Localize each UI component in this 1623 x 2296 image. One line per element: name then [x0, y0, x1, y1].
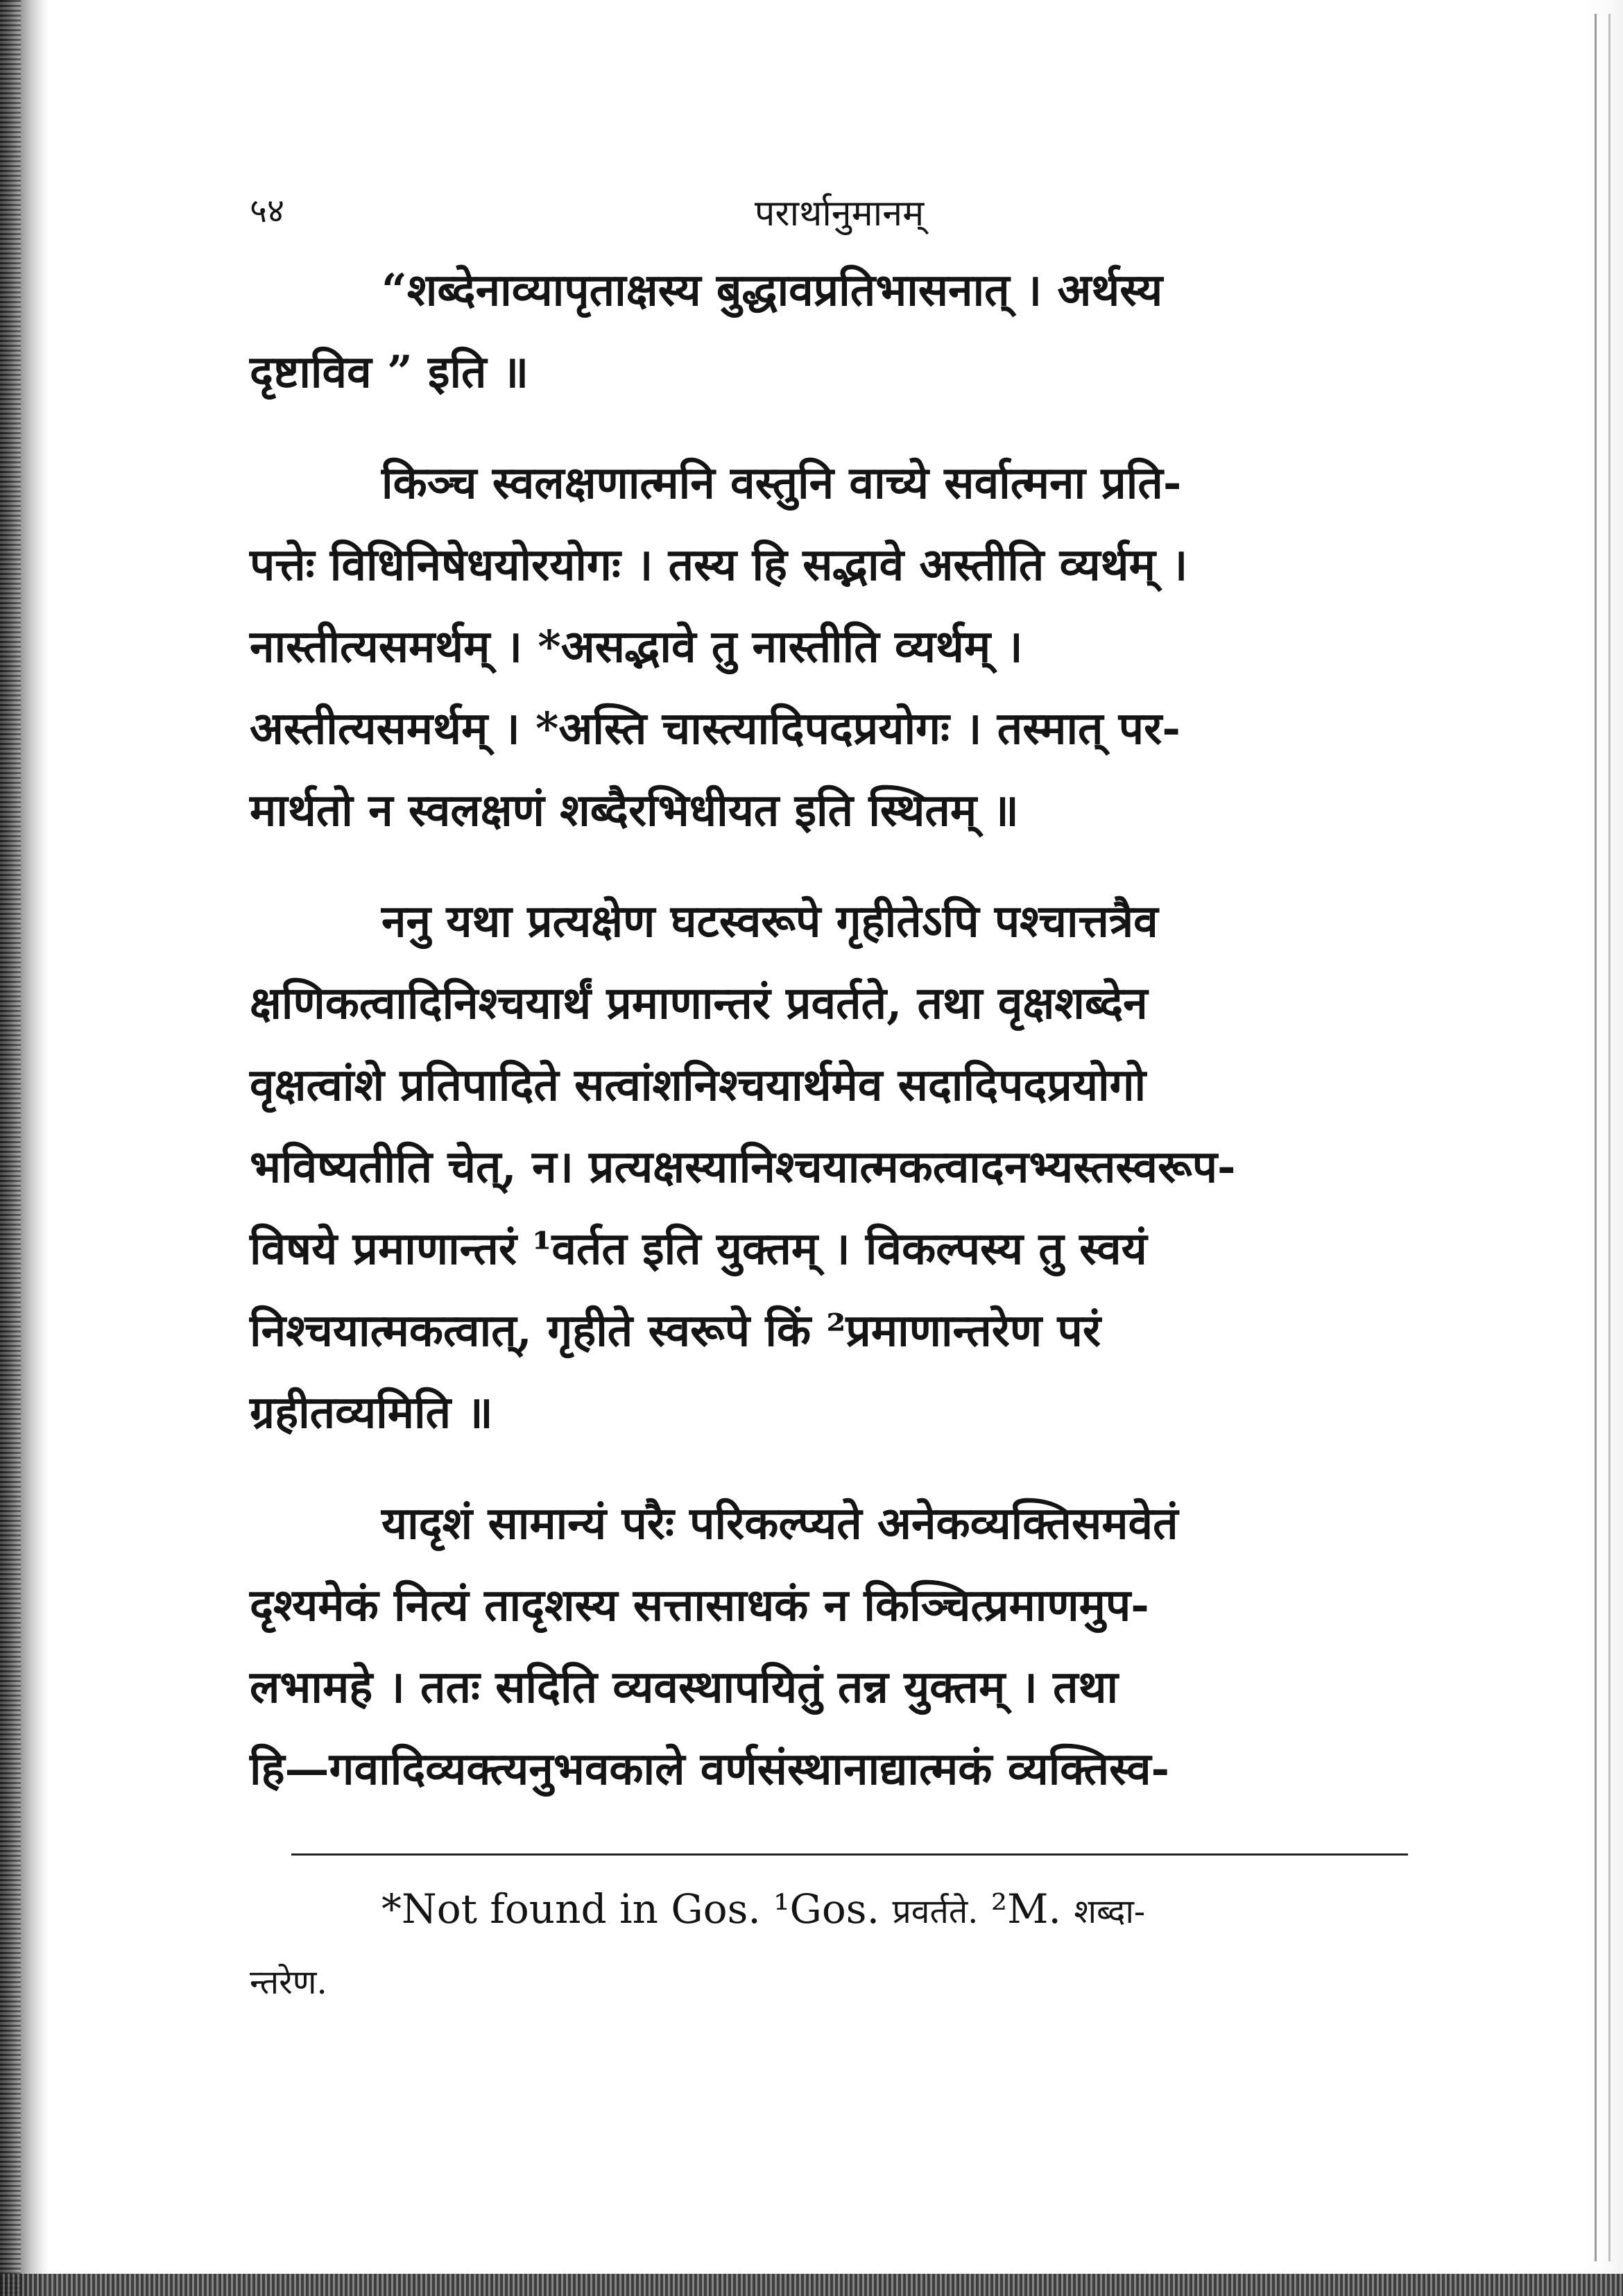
page-edge-line: [1608, 14, 1611, 2261]
footnote-rule: [291, 1853, 1408, 1856]
footnote-continuation: न्तरेण.: [250, 1963, 327, 2002]
text-line: ननु यथा प्रत्यक्षेण घटस्वरूपे गृहीतेऽपि पश्चात्तत्रैव: [381, 896, 1158, 948]
text-line: हि—गवादिव्यक्त्यनुभवकाले वर्णसंस्थानाद्यात्मकं व्यक्तिस्व-: [250, 1743, 1170, 1795]
footnotes: [250, 1874, 1429, 2018]
running-head: परार्थानुमानम्: [754, 193, 925, 234]
paragraph-2: [250, 443, 1429, 852]
text-line: पत्तेः विधिनिषेधयोरयोगः । तस्य हि सद्भावे अस्तीति व्यर्थम् ।: [250, 539, 1188, 591]
text-line: भविष्यतीति चेत्, न। प्रत्यक्षस्यानिश्चयात्मकत्वादनभ्यस्तस्वरूप-: [250, 1141, 1236, 1193]
text-line: नास्तीत्यसमर्थम् । *असद्भावे तु नास्तीति व्यर्थम् ।: [250, 621, 1023, 673]
text-line: लभामहे । ततः सदिति व्यवस्थापयितुं तन्न युक्तम् । तथा: [250, 1661, 1119, 1713]
text-line: विषये प्रमाणान्तरं ¹वर्तत इति युक्तम् । विकल्पस्य तु स्वयं: [250, 1223, 1147, 1275]
footnote-text: शब्दा-: [1074, 1892, 1146, 1931]
paragraph-4: [250, 1483, 1429, 1810]
page-edge-line: [1595, 14, 1597, 2261]
page-number: ५४: [250, 191, 284, 230]
binding-shadow: [0, 0, 49, 2296]
footnote-text: प्रवर्तते.: [892, 1892, 979, 1931]
text-line: क्षणिकत्वादिनिश्चयार्थं प्रमाणान्तरं प्रवर्तते, तथा वृक्षशब्देन: [250, 977, 1148, 1029]
paragraph-1: [250, 250, 1429, 413]
text-line: किञ्च स्वलक्षणात्मनि वस्तुनि वाच्ये सर्वात्मना प्रति-: [381, 457, 1182, 509]
page-edge-bottom: [0, 2274, 1623, 2296]
text-line: ग्रहीतव्यमिति ॥: [250, 1387, 493, 1439]
page-edge-right: [1581, 0, 1623, 2296]
book-page: [250, 173, 1429, 2018]
paragraph-3: [250, 881, 1429, 1454]
text-line: निश्चयात्मकत्वात्, गृहीते स्वरूपे किं ²प्रमाणान्तरेण परं: [250, 1305, 1101, 1357]
text-line: “शब्देनाव्यापृताक्षस्य बुद्धावप्रतिभासनात् । अर्थस्य: [381, 264, 1163, 316]
footnote-text: *Not found in Gos. ¹Gos.: [381, 1885, 880, 1933]
page-header: [250, 173, 1429, 250]
text-line: दृश्यमेकं नित्यं तादृशस्य सत्तासाधकं न किञ्चित्प्रमाणमुप-: [250, 1579, 1149, 1631]
text-line: यादृशं सामान्यं परैः परिकल्प्यते अनेकव्यक्तिसमवेतं: [381, 1498, 1178, 1550]
text-line: दृष्टाविव ” इति ॥: [250, 346, 529, 398]
text-line: वृक्षत्वांशे प्रतिपादिते सत्वांशनिश्चयार्थमेव सदादिपदप्रयोगो: [250, 1059, 1147, 1111]
footnote-text: ²M.: [990, 1885, 1061, 1933]
text-line: अस्तीत्यसमर्थम् । *अस्ति चास्त्यादिपदप्रयोगः । तस्मात् पर-: [250, 703, 1180, 755]
text-line: मार्थतो न स्वलक्षणं शब्दैरभिधीयत इति स्थितम् ॥: [250, 785, 1019, 837]
